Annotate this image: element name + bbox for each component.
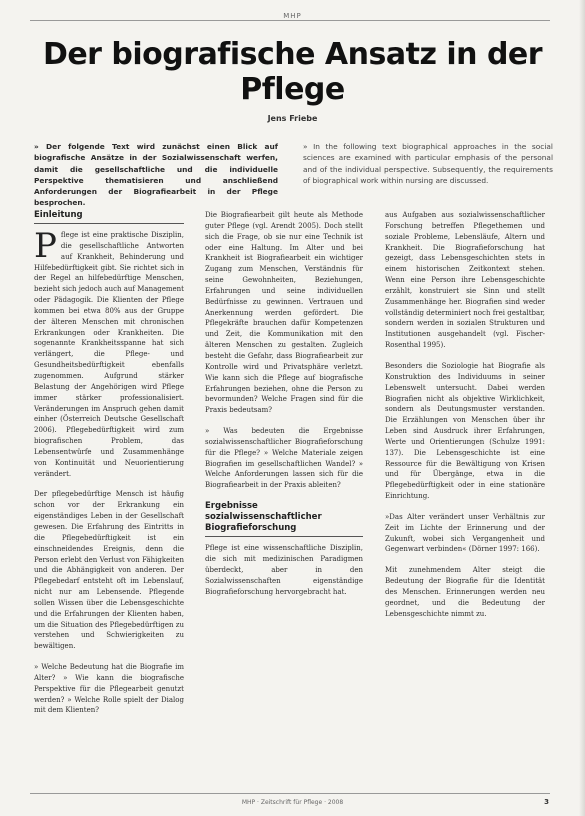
- section-heading-ergebnisse: Ergebnisse sozialwissenschaftlicher Biografieforschung: [205, 501, 363, 537]
- question-list: » Was bedeuten die Ergebnisse sozialwissenschaftlicher Biografieforschung für die Pflege? » Welche Materiale zeigen Biografien im gesellschaftlichen Wandel? » Welche Anforderungen lassen sich für die Biografiearbeit in der Praxis ableiten?: [205, 427, 363, 490]
- body-paragraph: Der pflegebedürftige Mensch ist häufig schon vor der Erkrankung ein eigenständiges Leben in der Gesellschaft gewesen. Die Erfahrung des Eintritts in die Pflegebedürftigkeit ist ein einschneidendes Ereignis, denn die Person erlebt den Verlust von Fähigkeiten und die Abhängigkeit von anderen. Der Pflegebedarf entsteht oft im Lebenslauf, nicht nur am Lebensende. Pflegende sollen Wissen über die Lebensgeschichte und die Erfahrungen der Klienten haben, um die Situation des Pflegebedürftigen zu verstehen und Schwierigkeiten zu bewältigen.: [34, 490, 184, 651]
- body-paragraph: Besonders die Soziologie hat Biografie als Konstruktion des Individuums in seiner Lebenswelt untersucht. Dabei werden Biografien nicht als objektive Wirklichkeit, sondern als Deutungsmuster verstanden. Die Erzählungen von Menschen über ihr Leben sind Ausdruck ihrer Erfahrungen, Werte und Orientierungen (Schulze 1991: 137). Die Lebensgeschichte ist eine Ressource für die Bewältigung von Krisen und für Übergänge, etwa in die Pflegebedürftigkeit oder in eine stationäre Einrichtung.: [385, 361, 545, 501]
- body-paragraph: Die Biografiearbeit gilt heute als Methode guter Pflege (vgl. Arendt 2005). Doch stellt sich die Frage, ob sie nur eine Technik ist oder eine Haltung. Im Alter und bei Krankheit ist Biografiearbeit ein wichtiger Zugang zum Menschen, Verständnis für seine Gewohnheiten, Beziehungen, Erfahrungen und seine individuellen Bedürfnisse zu gewinnen. Vertrauen und Anerkennung werden gefördert. Die Pflegekräfte brauchen dafür Kompetenzen und Zeit, die Kommunikation mit den älteren Menschen zu gestalten. Zugleich besteht die Gefahr, dass Biografiearbeit zur Kontrolle wird und Privatsphäre verletzt. Wie kann sich die Pflege auf biografische Erfahrungen beziehen, ohne die Person zu bevormunden? Welche Fragen sind für die Praxis bedeutsam?: [205, 211, 363, 415]
- block-quote: »Das Alter verändert unser Verhältnis zur Zeit im Lichte der Erinnerung und der Zukunft, wobei sich Vergangenheit und Gegenwart verbinden« (Dörner 1997: 166).: [385, 512, 545, 554]
- abstract-german: » Der folgende Text wird zunächst einen Blick auf biografische Ansätze in der Sozialwissenschaft werfen, damit die gesellschaftliche und die individuelle Perspektive thematisieren und anschließend Anforderungen der Biografiearbeit in der Pflege besprochen.: [34, 142, 278, 208]
- intro-text: flege ist eine praktische Disziplin, die gesellschaftliche Antworten auf Krankheit, Behinderung und Hilfebedürftigkeit gibt. Sie richtet sich in der Regel an hilfebedürftige Menschen, bezieht sich jedoch auch auf Management oder Pädagogik. Die Klienten der Pflege kommen bei etwa 80% aus der Gruppe der älteren Menschen mit chronischen Erkrankungen oder Krankheiten. Die sogenannte Krankheitsspanne hat sich verlängert, die Pflege- und Gesundheitsbedürftigkeit ebenfalls zugenommen. Aufgrund stärker Belastung der Angehörigen wird Pflege immer stärker professionalisiert. Veränderungen im Anspruch gehen damit einher (Österreich Deutsche Gesellschaft 2006). Pflegebedürftigkeit wird zum biografischen Problem, das Lebensentwürfe und Zusammenhänge von Kontinuität und Neuorientierung verändert.: [34, 231, 184, 478]
- footer-text: MHP · Zeitschrift für Pflege · 2008: [241, 799, 344, 806]
- article-author: Jens Friebe: [267, 114, 318, 123]
- abstract-english: » In the following text biographical approaches in the social sciences are examined with particular emphasis of the personal and of the individual perspective. Subsequently, the requirements of biographical work within nursing are discussed.: [303, 142, 553, 185]
- footer-rule: [30, 793, 550, 794]
- section-heading-einleitung: Einleitung: [34, 210, 184, 224]
- question-list: » Welche Bedeutung hat die Biografie im Alter? » Wie kann die biografische Perspektive für die Pflegearbeit genutzt werden? » Welche Rolle spielt der Dialog mit dem Klienten?: [34, 663, 184, 715]
- column-2: [205, 210, 363, 607]
- intro-paragraph: [34, 226, 184, 479]
- article-title: Der biografische Ansatz in der Pflege: [42, 37, 543, 107]
- body-paragraph: Mit zunehmendem Alter steigt die Bedeutung der Biografie für die Identität des Menschen. Erinnerungen werden neu geordnet, und die Bedeutung der Lebensgeschichte nimmt zu.: [385, 566, 545, 618]
- column-1: [34, 210, 184, 726]
- drop-cap: P: [34, 226, 57, 267]
- body-paragraph: Pflege ist eine wissenschaftliche Disziplin, die sich mit medizinischen Paradigmen überdeckt, aber in den Sozialwissenschaften eigenständige Biografieforschung hervorgebracht hat.: [205, 544, 363, 596]
- header-rule: [30, 20, 550, 21]
- column-3: [385, 210, 545, 630]
- body-paragraph: aus Aufgaben aus sozialwissenschaftlicher Forschung betreffen Pflegethemen und soziale Probleme, Lebensläufe, Altern und Krankheit. Die Biografieforschung hat gezeigt, dass Lebensgeschichten stets in einem historischen Zeitkontext stehen. Wenn eine Person ihre Lebensgeschichte erzählt, konstruiert sie Sinn und stellt Zusammenhänge her. Biografien sind weder vollständig determiniert noch frei gestaltbar, sondern werden in sozialen Strukturen und Institutionen ausgehandelt (vgl. Fischer-Rosenthal 1995).: [385, 211, 545, 350]
- page-number: 3: [544, 798, 549, 806]
- running-head: MHP: [283, 12, 302, 20]
